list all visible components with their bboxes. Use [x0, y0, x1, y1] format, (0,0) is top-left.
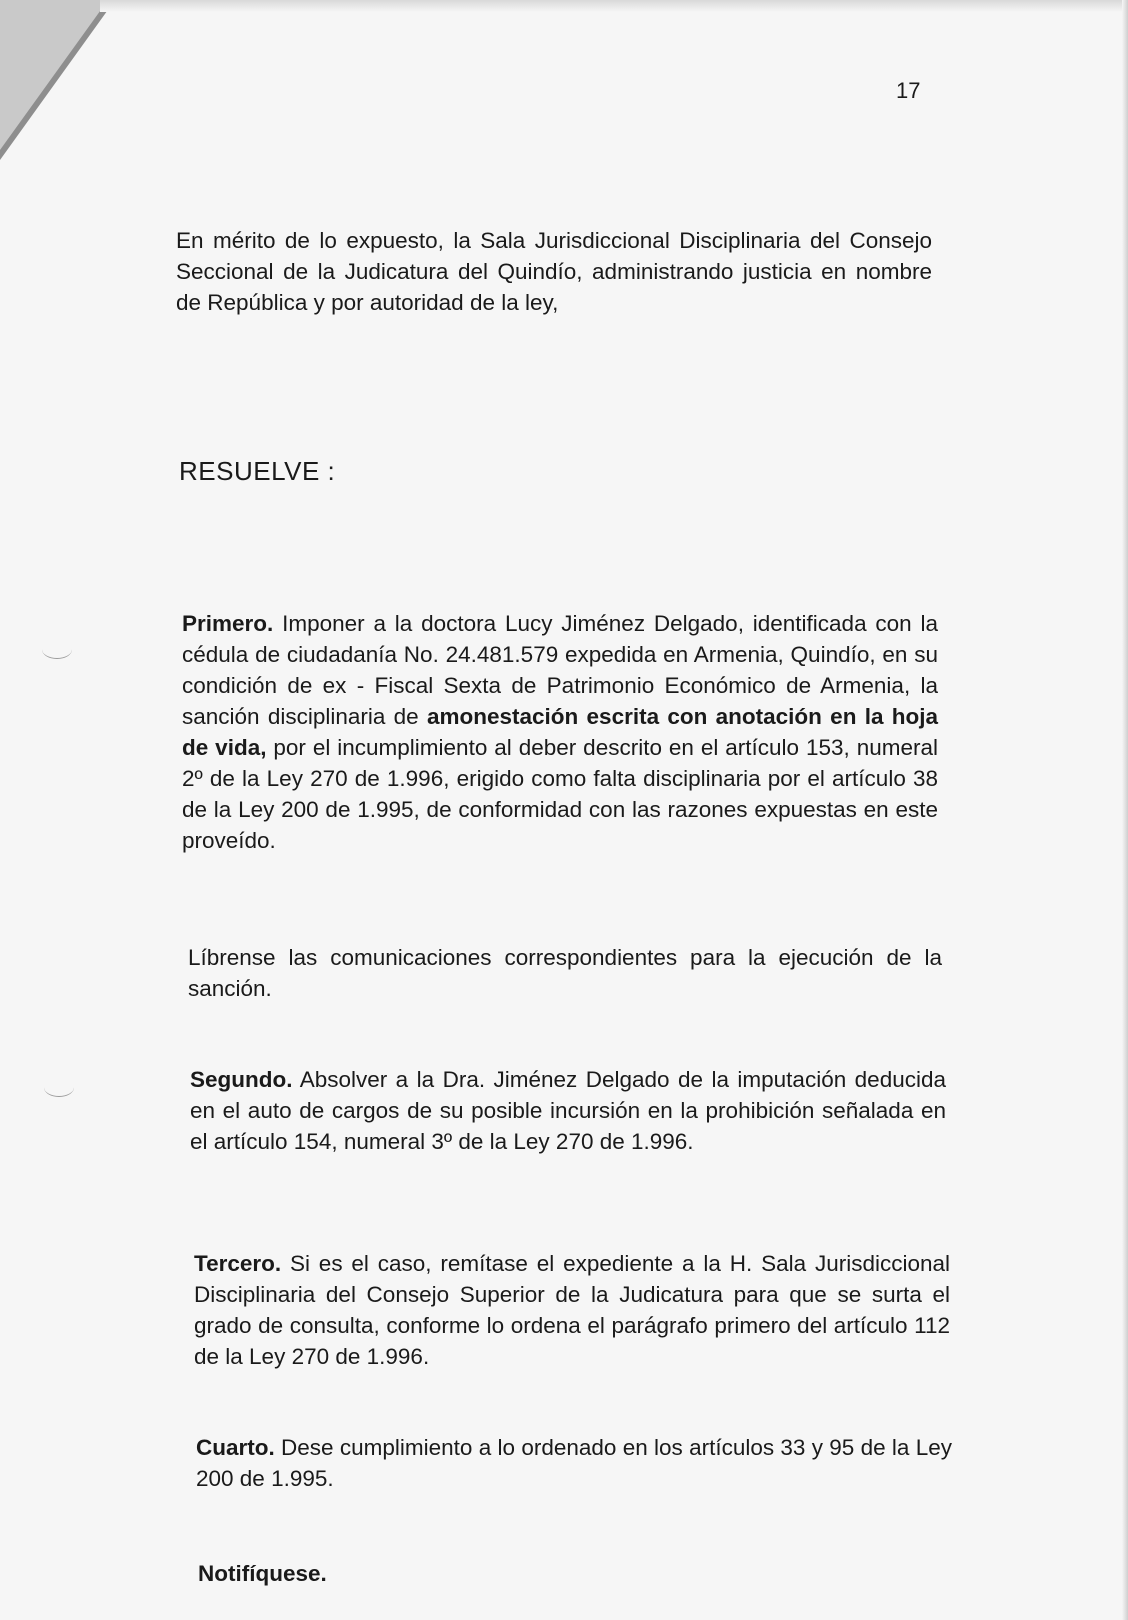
- segundo-label: Segundo.: [190, 1067, 293, 1092]
- punch-hole-upper: [42, 640, 72, 659]
- tercero-label: Tercero.: [194, 1251, 282, 1276]
- intro-paragraph: En mérito de lo expuesto, la Sala Jurisdiccional Disciplinaria del Consejo Seccional de la Judicatura del Quindío, administrando justicia en nombre de República y por autoridad de la ley,: [176, 228, 932, 315]
- notifiquese: Notifíquese.: [198, 1561, 327, 1586]
- segundo-text: Absolver a la Dra. Jiménez Delgado de la imputación deducida en el auto de cargos de su posible incursión en la prohibición señalada en el artículo 154, numeral 3º de la Ley 270 de 1.996.: [190, 1067, 946, 1154]
- page-top-edge: [100, 0, 1128, 12]
- page-right-edge: [1122, 0, 1128, 1620]
- page-number: 17: [896, 78, 921, 103]
- primero-text-before: Imponer a la doctora Lucy Jiménez Delgado, identificada con la cédula de ciudadanía No. 24.481.579 expedida en Armenia, Quindío, en su condición de ex - Fiscal Sexta de Patrimonio Económico de Armenia, la sanción disciplinaria de: [182, 611, 938, 729]
- segundo-paragraph: [190, 1064, 946, 1157]
- resuelve-heading: RESUELVE :: [179, 456, 336, 486]
- cuarto-paragraph: [196, 1432, 952, 1494]
- punch-hole-lower: [44, 1078, 74, 1097]
- primero-label: Primero.: [182, 611, 274, 636]
- tercero-paragraph: [194, 1248, 950, 1372]
- primero-emphasis: amonestación escrita con anotación en la hoja de vida,: [182, 704, 939, 760]
- page-corner-fold: [0, 0, 108, 150]
- tercero-text: Si es el caso, remítase el expediente a la H. Sala Jurisdiccional Disciplinaria del Consejo Superior de la Judicatura para que se surta el grado de consulta, conforme lo ordena el parágrafo primero del artículo 112 de la Ley 270 de 1.996.: [194, 1251, 950, 1369]
- primero-text-after: por el incumplimiento al deber descrito en el artículo 153, numeral 2º de la Ley 270 de 1.996, erigido como falta disciplinaria por el artículo 38 de la Ley 200 de 1.995, de conformidad con las razones expuestas en este proveído.: [182, 735, 938, 853]
- cuarto-text: Dese cumplimiento a lo ordenado en los artículos 33 y 95 de la Ley 200 de 1.995.: [196, 1435, 952, 1491]
- cuarto-label: Cuarto.: [196, 1435, 275, 1460]
- librense-paragraph: Líbrense las comunicaciones correspondientes para la ejecución de la sanción.: [188, 945, 942, 1001]
- primero-paragraph: [182, 608, 938, 856]
